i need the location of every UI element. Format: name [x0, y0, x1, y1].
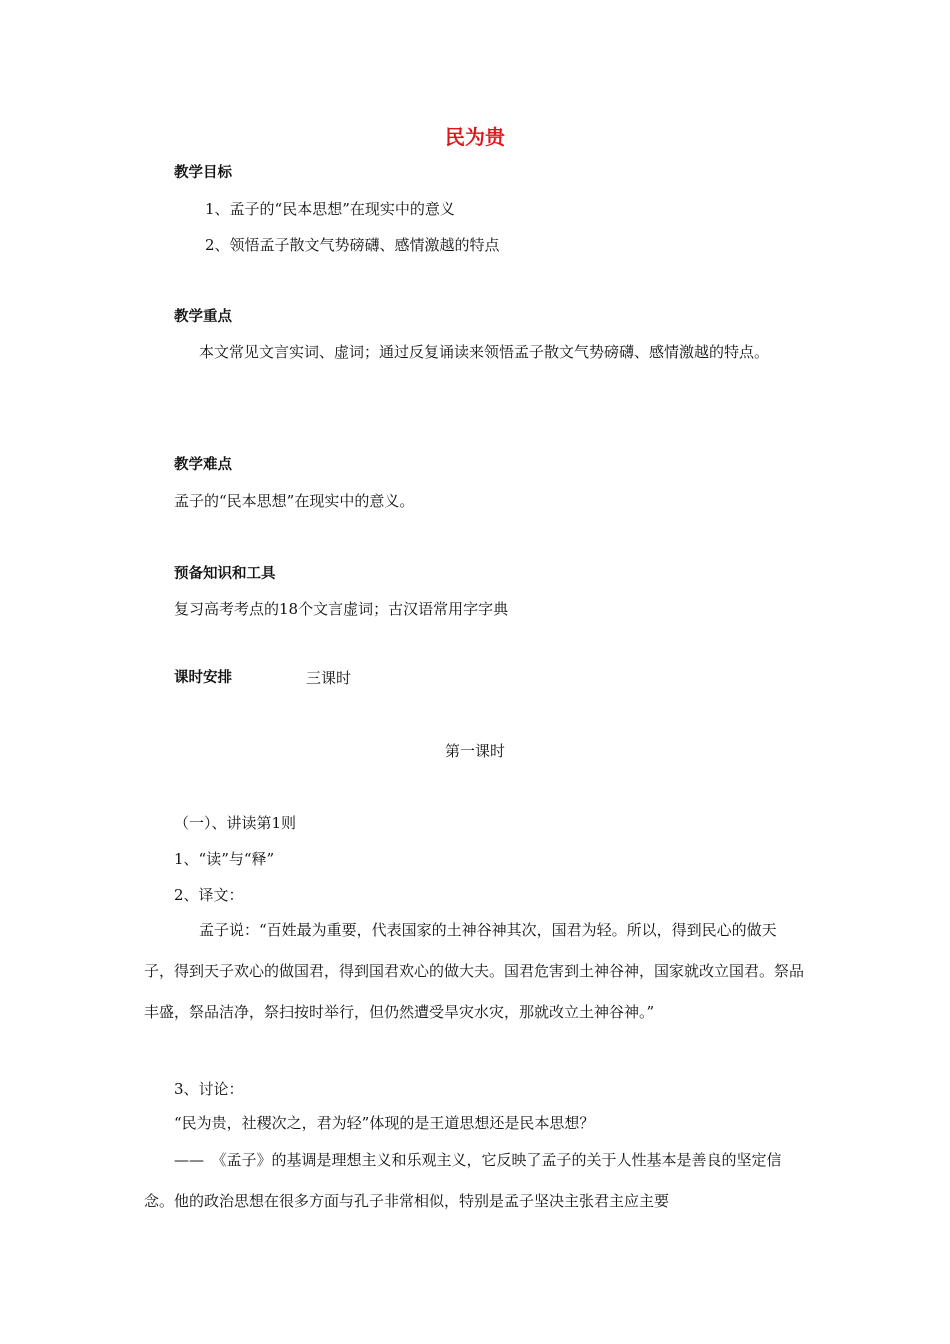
discussion-question: “民为贵，社稷次之，君为轻”体现的是王道思想还是民本思想？	[174, 1114, 595, 1132]
goals-heading: 教学目标	[174, 165, 232, 181]
key-points-text: 本文常见文言实词、虚词；通过反复诵读来领悟孟子散文气势磅礴、感情激越的特点。	[199, 343, 770, 361]
key-points-heading: 教学重点	[174, 309, 232, 325]
lesson-heading: 第一课时	[444, 742, 505, 760]
discussion-answer: —— 《孟子》的基调是理想主义和乐观主义，它反映了孟子的关于人性基本是善良的坚定信念。他的政治思想在很多方面与孔子非常相似，特别是孟子坚决主张君主应主要	[144, 1151, 782, 1210]
step-read: 1、“读”与“释”	[174, 850, 275, 868]
part-heading: （一）、讲读第1则	[174, 814, 297, 832]
difficulties-heading: 教学难点	[174, 457, 232, 473]
goal-item-1: 1、孟子的“民本思想”在现实中的意义	[205, 200, 455, 218]
step-translation: 2、译文：	[174, 886, 244, 904]
document-title: 民为贵	[445, 125, 505, 149]
translation-text: 孟子说：“百姓最为重要，代表国家的土神谷神其次，国君为轻。所以，得到民心的做天子，得到天子欢心的做国君，得到国君欢心的做大夫。国君危害到土神谷神，国家就改立国君。祭品丰盛，祭品洁净，祭扫按时举行，但仍然遭受旱灾水灾，那就改立土神谷神。”	[144, 921, 805, 1021]
prep-text: 复习高考考点的18个文言虚词；古汉语常用字字典	[174, 600, 509, 618]
schedule-value: 三课时	[306, 669, 352, 687]
schedule-heading: 课时安排	[174, 670, 232, 686]
difficulties-text: 孟子的“民本思想”在现实中的意义。	[174, 492, 415, 510]
step-discussion: 3、讨论：	[174, 1080, 244, 1098]
goal-item-2: 2、领悟孟子散文气势磅礴、感情激越的特点	[205, 236, 500, 254]
prep-heading: 预备知识和工具	[174, 566, 276, 582]
